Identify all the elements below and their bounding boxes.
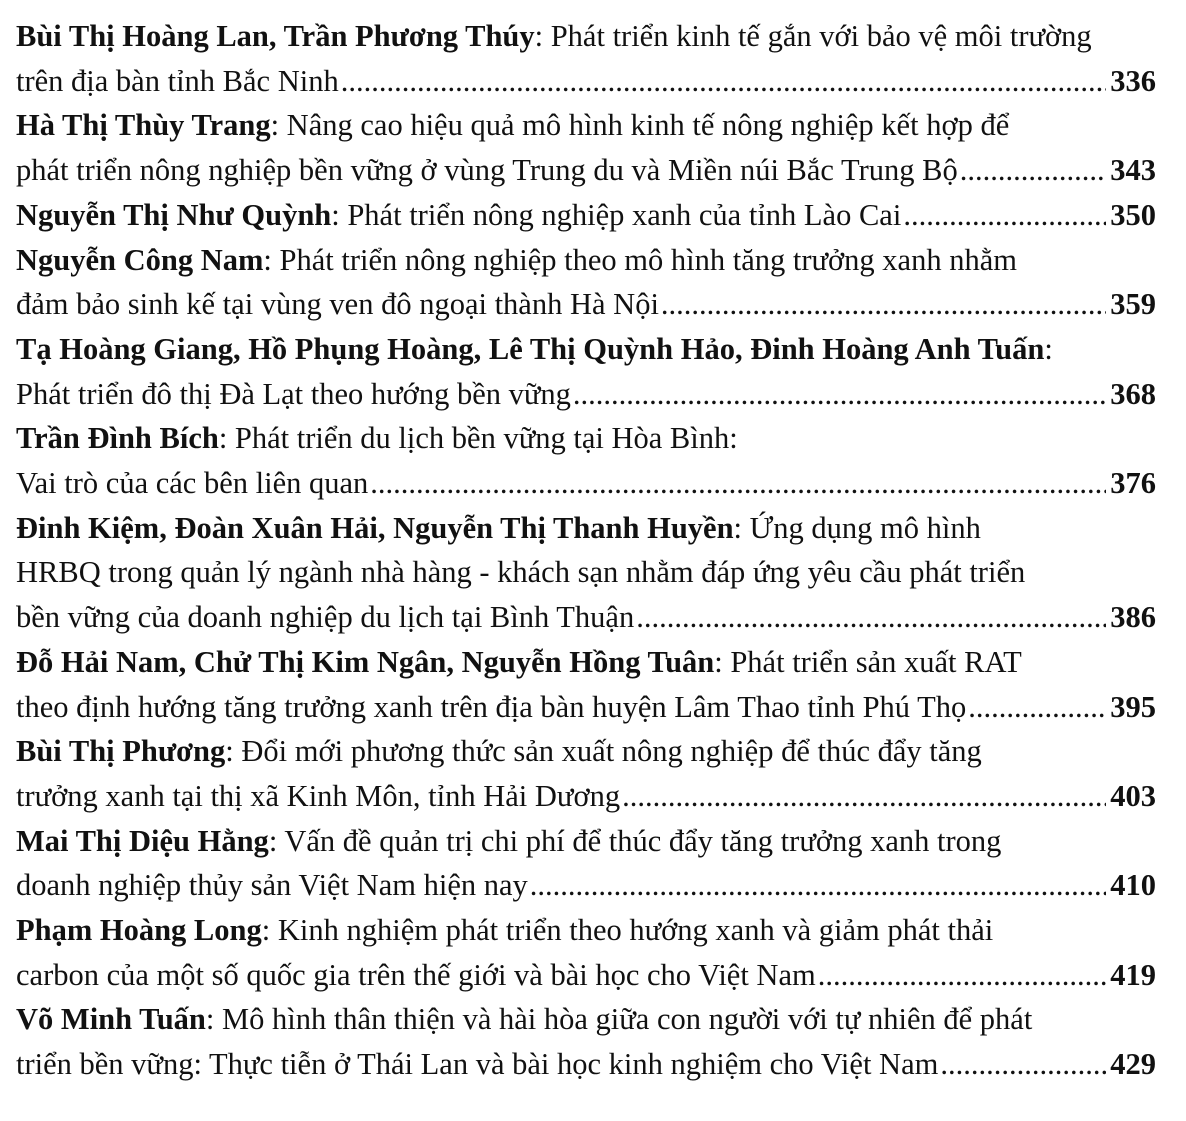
toc-entry-title: bền vững của doanh nghiệp du lịch tại Bình Thuận: [16, 600, 635, 635]
toc-entry-line: [16, 550, 1156, 595]
toc-entry-title: : Phát triển kinh tế gắn với bảo vệ môi trường: [534, 19, 1092, 53]
toc-entry-line: [16, 863, 1156, 908]
toc-entry-line: [16, 1042, 1156, 1087]
toc-entry[interactable]: [16, 729, 1156, 818]
toc-entry-line: [16, 729, 1156, 774]
toc-entry-title: : Phát triển du lịch bền vững tại Hòa Bình:: [218, 421, 738, 456]
toc-entry[interactable]: [16, 506, 1156, 640]
toc-entry-title: : Phát triển nông nghiệp xanh của tỉnh Lào Cai: [331, 197, 902, 232]
toc-entry-title: phát triển nông nghiệp bền vững ở vùng Trung du và Miền núi Bắc Trung Bộ: [16, 153, 958, 188]
toc-entry-title: carbon của một số quốc gia trên thế giới và bài học cho Việt Nam: [16, 957, 816, 992]
toc-entry-title: : Mô hình thân thiện và hài hòa giữa con người với tự nhiên để phát: [205, 1002, 1033, 1037]
toc-entry-authors: Bùi Thị Phương: [16, 734, 226, 769]
toc-entry-title: : Phát triển nông nghiệp theo mô hình tăng trưởng xanh nhằm: [263, 242, 1017, 277]
toc-entry-line: [16, 997, 1156, 1042]
dot-leader: [968, 685, 1106, 730]
dot-leader: [940, 1042, 1106, 1087]
toc-entry[interactable]: [16, 819, 1156, 908]
toc-entry-title: theo định hướng tăng trưởng xanh trên địa bàn huyện Lâm Thao tỉnh Phú Thọ: [16, 689, 967, 724]
dot-leader: [903, 193, 1106, 238]
toc-entry-title: HRBQ trong quản lý ngành nhà hàng - khách sạn nhằm đáp ứng yêu cầu phát triển: [16, 555, 1026, 590]
toc-entry-authors: Phạm Hoàng Long: [16, 913, 262, 948]
toc-entry-line: [16, 59, 1156, 104]
toc-entry[interactable]: [16, 997, 1156, 1086]
toc-entry-line: [16, 238, 1156, 283]
toc-entry-page: 368: [1110, 376, 1156, 411]
toc-entry-title: trưởng xanh tại thị xã Kinh Môn, tỉnh Hải Dương: [16, 778, 621, 813]
toc-entry-title: : Vấn đề quản trị chi phí để thúc đẩy tăng trưởng xanh trong: [268, 823, 1002, 858]
toc-entry-line: [16, 327, 1156, 372]
toc-entry-title: doanh nghiệp thủy sản Việt Nam hiện nay: [16, 868, 528, 903]
toc-entry-title: đảm bảo sinh kế tại vùng ven đô ngoại thành Hà Nội: [16, 287, 659, 322]
dot-leader: [636, 595, 1106, 640]
toc-entry-page: 350: [1110, 197, 1156, 232]
toc-entry-title: trên địa bàn tỉnh Bắc Ninh: [16, 63, 339, 98]
toc-entry[interactable]: [16, 238, 1156, 327]
toc-entry-line: [16, 461, 1156, 506]
toc-entry-line: [16, 372, 1156, 417]
toc-entry[interactable]: [16, 103, 1156, 192]
toc-entry-page: 376: [1110, 466, 1156, 501]
toc-entry[interactable]: [16, 416, 1156, 505]
dot-leader: [661, 282, 1106, 327]
toc-entry-authors: Trần Đình Bích: [16, 421, 219, 456]
toc-entry-page: 336: [1110, 63, 1156, 98]
toc-entry-authors: Nguyễn Thị Như Quỳnh: [16, 197, 332, 232]
toc-entry-title: : Đổi mới phương thức sản xuất nông nghiệp để thúc đẩy tăng: [225, 734, 982, 769]
toc-entry-line: [16, 595, 1156, 640]
toc-entry-authors: Tạ Hoàng Giang, Hồ Phụng Hoàng, Lê Thị Quỳnh Hảo, Đinh Hoàng Anh Tuấn: [16, 331, 1045, 366]
toc-entry-page: 395: [1110, 689, 1156, 724]
toc-entry-text: [16, 193, 901, 238]
toc-entry-line: [16, 774, 1156, 819]
toc-entry-line: [16, 416, 1156, 461]
table-of-contents: [16, 14, 1156, 1087]
toc-entry-title: Vai trò của các bên liên quan: [16, 466, 369, 501]
toc-entry-page: 343: [1110, 153, 1156, 188]
toc-entry-page: 419: [1110, 957, 1156, 992]
toc-entry[interactable]: [16, 14, 1156, 103]
toc-entry-line: [16, 103, 1156, 148]
toc-entry-title: : Ứng dụng mô hình: [733, 510, 981, 545]
dot-leader: [818, 953, 1107, 998]
toc-entry[interactable]: [16, 908, 1156, 997]
toc-entry-page: 410: [1110, 868, 1156, 903]
toc-entry-authors: Nguyễn Công Nam: [16, 242, 264, 277]
toc-entry-page: 403: [1110, 778, 1156, 813]
toc-entry-page: 359: [1110, 287, 1156, 322]
toc-entry-line: [16, 953, 1156, 998]
toc-entry-page: 386: [1110, 600, 1156, 635]
toc-entry-authors: Đinh Kiệm, Đoàn Xuân Hải, Nguyễn Thị Thanh Huyền: [16, 510, 734, 545]
toc-entry-title: : Phát triển sản xuất RAT: [714, 644, 1022, 679]
toc-entry-authors: Mai Thị Diệu Hằng: [16, 823, 269, 858]
toc-entry-title: :: [1044, 331, 1053, 366]
toc-entry-page: 429: [1110, 1047, 1156, 1082]
toc-entry[interactable]: [16, 327, 1156, 416]
toc-entry-title: triển bền vững: Thực tiễn ở Thái Lan và bài học kinh nghiệm cho Việt Nam: [16, 1047, 939, 1082]
dot-leader: [530, 863, 1106, 908]
toc-entry-authors: Đỗ Hải Nam, Chử Thị Kim Ngân, Nguyễn Hồng Tuân: [16, 644, 715, 679]
toc-entry-line: [16, 282, 1156, 327]
toc-entry-line: [16, 640, 1156, 685]
toc-entry[interactable]: [16, 193, 1156, 238]
toc-entry[interactable]: [16, 640, 1156, 729]
dot-leader: [370, 461, 1106, 506]
toc-entry-title: : Kinh nghiệm phát triển theo hướng xanh và giảm phát thải: [261, 913, 994, 948]
dot-leader: [341, 59, 1107, 104]
dot-leader: [622, 774, 1106, 819]
toc-entry-authors: Võ Minh Tuấn: [16, 1002, 206, 1037]
toc-entry-title: : Nâng cao hiệu quả mô hình kinh tế nông nghiệp kết hợp để: [270, 108, 1010, 143]
dot-leader: [573, 372, 1106, 417]
toc-entry-line: [16, 685, 1156, 730]
toc-entry-title: Phát triển đô thị Đà Lạt theo hướng bền vững: [16, 376, 571, 411]
toc-entry-line: [16, 908, 1156, 953]
toc-entry-line: [16, 819, 1156, 864]
toc-entry-line: [16, 148, 1156, 193]
dot-leader: [960, 148, 1107, 193]
toc-entry-authors: Hà Thị Thùy Trang: [16, 108, 271, 143]
toc-entry-line: [16, 193, 1156, 238]
toc-entry-authors: Bùi Thị Hoàng Lan, Trần Phương Thúy: [16, 19, 535, 53]
toc-entry-line: [16, 506, 1156, 551]
toc-entry-line: [16, 14, 1156, 59]
